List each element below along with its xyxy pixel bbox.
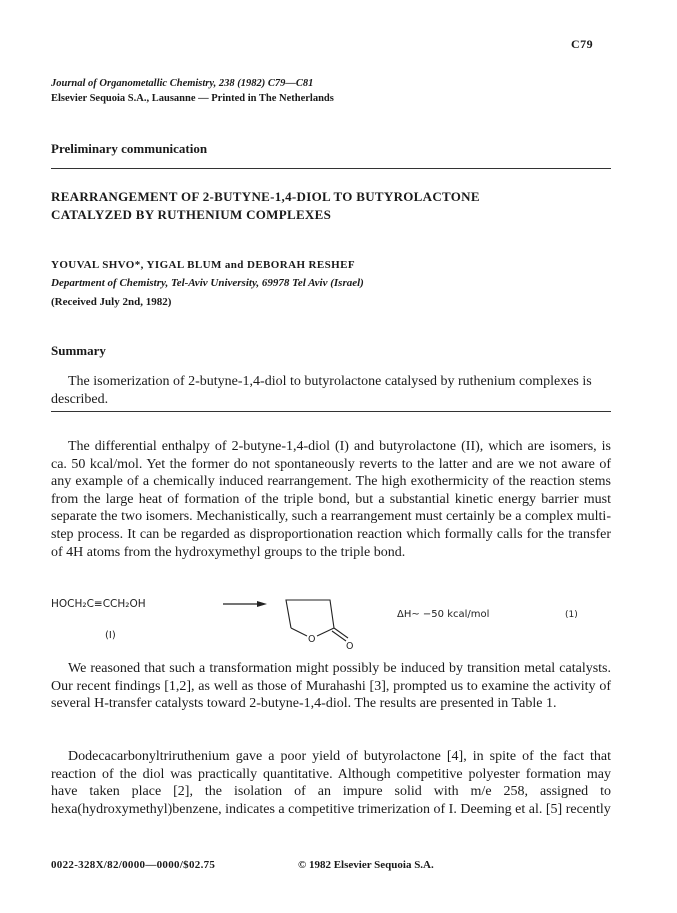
body-paragraph-3: Dodecacarbonyltriruthenium gave a poor yield of butyrolactone [4], in spite of the fact that reaction of the diol was practically quantitative. Although competitive polyester formation may have taken place [2], the isolation of an impure solid with m/e 258, assigned to hexa(hydroxymethyl)benzene, indicates a competitive trimerization of I. Deeming et al. [5] recently bbox=[51, 749, 611, 817]
journal-header bbox=[51, 76, 334, 106]
butyrolactone-structure bbox=[286, 600, 348, 641]
title-line-2: CATALYZED BY RUTHENIUM COMPLEXES bbox=[51, 207, 332, 222]
summary-heading: Summary bbox=[51, 343, 106, 358]
publisher-line: Elsevier Sequoia S.A., Lausanne — Printed in The Netherlands bbox=[51, 93, 334, 104]
title-line-1: REARRANGEMENT OF 2-BUTYNE-1,4-DIOL TO BUTYROLACTONE bbox=[51, 189, 480, 204]
footer-copyright: © 1982 Elsevier Sequoia S.A. bbox=[298, 859, 434, 871]
article-title bbox=[51, 188, 480, 224]
section-label: Preliminary communication bbox=[51, 141, 208, 156]
body-paragraph-1: The differential enthalpy of 2-butyne-1,4-diol (I) and butyrolactone (II), which are isomers, is ca. 50 kcal/mol. Yet the former do not spontaneously reverts to the latter and are we not aware of any example of a chemically induced rearrangement. The high exothermicity of the reaction stems from the large heat of formation of the triple bond, but a substantial kinetic energy barrier must separate the two isomers. Mechanistically, such a rearrangement must certainly be a complex multi-step process. It can be regarded as disproportionation reaction which formally calls for the transfer of 4H atoms from the hydroxymethyl groups to the triple bond. bbox=[51, 439, 611, 560]
carbonyl-oxygen: O bbox=[346, 641, 354, 652]
journal-citation: Journal of Organometallic Chemistry, 238 (1982) C79—C81 bbox=[51, 78, 314, 89]
top-divider bbox=[51, 168, 611, 169]
equation-number: (1) bbox=[565, 610, 578, 620]
page-number: C79 bbox=[571, 37, 594, 51]
body-paragraph-2: We reasoned that such a transformation might possibly be induced by transition metal catalysts. Our recent findings [1,2], as well as those of Murahashi [3], prompted us to examine the activity of several H-transfer catalysts toward 2-butyne-1,4-diol. The results are presented in Table 1. bbox=[51, 661, 611, 712]
reactant-formula: HOCH₂C≡CCH₂OH bbox=[51, 598, 146, 610]
footer-issn: 0022-328X/82/0000—0000/$02.75 bbox=[51, 859, 216, 871]
page-footer bbox=[51, 859, 501, 871]
reaction-scheme bbox=[45, 592, 605, 652]
authors: YOUVAL SHVO*, YIGAL BLUM and DEBORAH RESHEF bbox=[51, 259, 355, 271]
reaction-arrow bbox=[223, 601, 267, 607]
enthalpy-value: ΔH~ −50 kcal/mol bbox=[397, 609, 490, 620]
summary-divider bbox=[51, 411, 611, 412]
received-date: (Received July 2nd, 1982) bbox=[51, 296, 172, 308]
reactant-label: (I) bbox=[105, 630, 116, 641]
summary-text: The isomerization of 2-butyne-1,4-diol to butyrolactone catalysed by ruthenium complexes is described. bbox=[51, 374, 592, 407]
affiliation: Department of Chemistry, Tel-Aviv University, 69978 Tel Aviv (Israel) bbox=[51, 277, 364, 289]
ring-oxygen: O bbox=[308, 634, 316, 645]
